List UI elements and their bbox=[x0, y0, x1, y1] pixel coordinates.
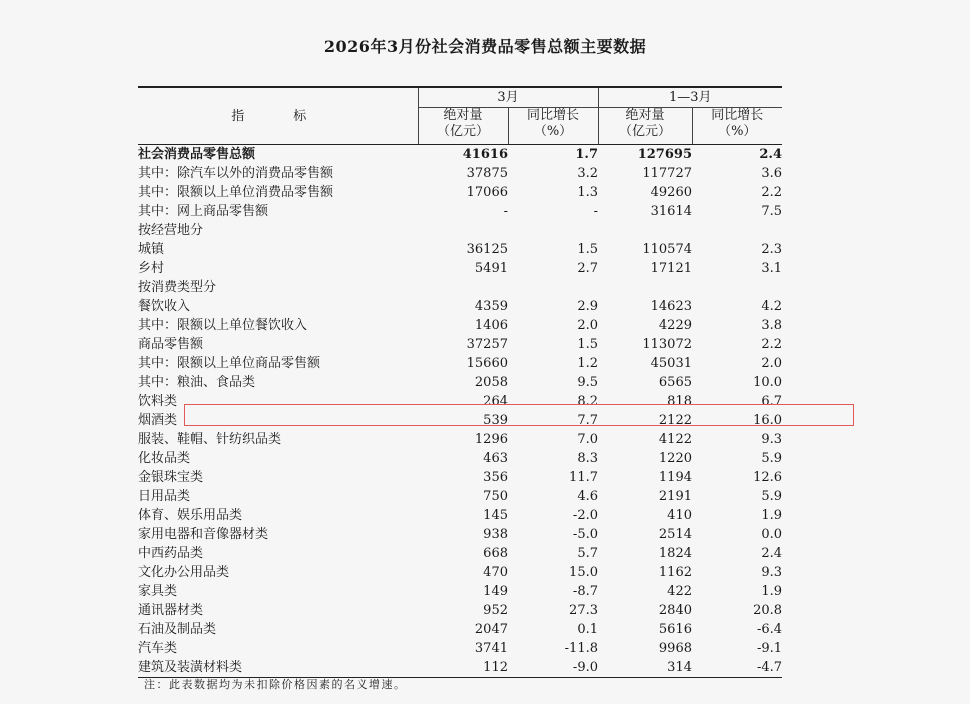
march-abs-cell: 1296 bbox=[474, 432, 508, 447]
q1-abs-cell: 113072 bbox=[642, 337, 692, 352]
indicator-header: 指 标 bbox=[138, 87, 418, 144]
table-row bbox=[138, 544, 782, 563]
q1-yoy-cell: -4.7 bbox=[756, 660, 783, 675]
march-abs-cell: 37875 bbox=[466, 166, 508, 181]
table-row bbox=[138, 183, 782, 202]
q1-abs-cell: 9968 bbox=[658, 641, 692, 656]
table-row bbox=[138, 620, 782, 639]
indicator-cell: 通讯器材类 bbox=[138, 603, 204, 618]
q1-abs-cell: 1162 bbox=[658, 565, 692, 580]
table-row bbox=[138, 221, 782, 240]
table-row bbox=[138, 354, 782, 373]
q1-abs-cell: 117727 bbox=[642, 166, 692, 181]
march-abs-cell: 145 bbox=[483, 508, 508, 523]
q1-yoy-cell: 12.6 bbox=[753, 470, 783, 485]
march-yoy-cell: 7.7 bbox=[577, 413, 598, 428]
march-abs-cell: 356 bbox=[483, 470, 508, 485]
march-abs-cell: 668 bbox=[483, 546, 508, 561]
indicator-cell: 石油及制品类 bbox=[138, 622, 217, 637]
march-yoy-cell: -2.0 bbox=[572, 508, 598, 523]
q1-abs-cell: 410 bbox=[667, 508, 692, 523]
march-abs-cell bbox=[418, 278, 508, 297]
table-row bbox=[138, 240, 782, 259]
march-yoy-cell: 8.3 bbox=[577, 451, 598, 466]
q1-yoy-cell: 6.7 bbox=[761, 394, 783, 409]
table-row bbox=[138, 506, 782, 525]
table-row bbox=[138, 297, 782, 316]
q1-yoy-cell: 7.5 bbox=[761, 204, 783, 219]
q1-yoy-cell: 2.0 bbox=[761, 356, 783, 371]
table-row bbox=[138, 259, 782, 278]
footnote: 注：此表数据均为未扣除价格因素的名义增速。 bbox=[144, 678, 407, 691]
march-yoy-cell: -8.7 bbox=[572, 584, 598, 599]
march-yoy-cell: -9.0 bbox=[572, 660, 598, 675]
march-abs-cell: 938 bbox=[483, 527, 508, 542]
march-abs-cell: 149 bbox=[483, 584, 508, 599]
indicator-cell: 社会消费品零售总额 bbox=[138, 147, 256, 162]
march-abs-cell: 15660 bbox=[466, 356, 508, 371]
q1-abs-cell: 1194 bbox=[658, 470, 692, 485]
march-yoy-cell: - bbox=[593, 204, 598, 219]
q1-yoy-cell: 3.6 bbox=[761, 166, 783, 181]
q1-yoy-cell: 16.0 bbox=[753, 413, 783, 428]
march-abs-cell: 2058 bbox=[474, 375, 508, 390]
q1-yoy-cell: 5.9 bbox=[761, 489, 783, 504]
indicator-cell: 服装、鞋帽、针纺织品类 bbox=[138, 432, 282, 447]
table-row bbox=[138, 487, 782, 506]
march-abs-cell: 112 bbox=[483, 660, 508, 675]
indicator-cell: 其中：网上商品零售额 bbox=[138, 204, 269, 219]
march-yoy-cell: 1.5 bbox=[577, 242, 598, 257]
q1-abs-cell bbox=[598, 221, 692, 240]
march-yoy-header-line1: 同比增长 bbox=[526, 108, 579, 123]
table-body bbox=[138, 145, 782, 678]
table-row bbox=[138, 392, 782, 411]
march-abs-cell: 952 bbox=[483, 603, 508, 618]
table-row bbox=[138, 525, 782, 544]
march-yoy-cell: 15.0 bbox=[569, 565, 598, 580]
table-row bbox=[138, 202, 782, 221]
table-row bbox=[138, 411, 782, 430]
march-abs-cell: 5491 bbox=[474, 261, 508, 276]
q1-yoy-cell: -9.1 bbox=[756, 641, 783, 656]
march-yoy-cell: 1.3 bbox=[577, 185, 598, 200]
q1-yoy-cell: 1.9 bbox=[761, 508, 783, 523]
march-yoy-cell: 3.2 bbox=[577, 166, 598, 181]
q1-abs-cell: 422 bbox=[667, 584, 692, 599]
march-abs-cell: 463 bbox=[483, 451, 508, 466]
q1-abs-header-line2: （亿元） bbox=[618, 124, 671, 139]
indicator-cell: 化妆品类 bbox=[138, 451, 191, 466]
march-yoy-cell: 9.5 bbox=[577, 375, 598, 390]
indicator-cell: 其中：限额以上单位消费品零售额 bbox=[138, 185, 334, 200]
q1-abs-cell: 6565 bbox=[658, 375, 692, 390]
march-abs-cell: - bbox=[503, 204, 508, 219]
march-yoy-header-line2: （%） bbox=[533, 124, 573, 139]
march-abs-cell: 750 bbox=[483, 489, 508, 504]
march-abs-cell: 17066 bbox=[466, 185, 508, 200]
march-abs-header-line2: （亿元） bbox=[436, 124, 489, 139]
march-yoy-cell: 27.3 bbox=[569, 603, 598, 618]
table-row bbox=[138, 658, 782, 678]
march-abs-cell bbox=[418, 221, 508, 240]
indicator-cell: 中西药品类 bbox=[138, 546, 204, 561]
table-row bbox=[138, 373, 782, 392]
table-row bbox=[138, 639, 782, 658]
q1-yoy-header bbox=[692, 108, 782, 145]
indicator-cell: 乡村 bbox=[138, 261, 165, 276]
table-row bbox=[138, 430, 782, 449]
q1-abs-cell: 818 bbox=[667, 394, 692, 409]
indicator-cell: 饮料类 bbox=[138, 394, 178, 409]
retail-sales-table-container bbox=[138, 86, 782, 678]
march-yoy-cell: 0.1 bbox=[577, 622, 598, 637]
march-abs-cell: 539 bbox=[483, 413, 508, 428]
q1-yoy-cell bbox=[692, 221, 782, 240]
q1-yoy-cell: -6.4 bbox=[756, 622, 783, 637]
q1-abs-header-line1: 绝对量 bbox=[625, 108, 665, 123]
march-abs-cell: 264 bbox=[483, 394, 508, 409]
q1-yoy-cell: 3.1 bbox=[761, 261, 783, 276]
march-yoy-cell: -5.0 bbox=[572, 527, 598, 542]
retail-sales-table bbox=[138, 86, 782, 678]
march-yoy-cell: 5.7 bbox=[577, 546, 598, 561]
march-abs-cell: 36125 bbox=[466, 242, 508, 257]
table-row bbox=[138, 563, 782, 582]
table-header-group-row bbox=[138, 87, 782, 108]
q1-yoy-header-line1: 同比增长 bbox=[711, 108, 764, 123]
march-yoy-cell: 1.7 bbox=[575, 147, 598, 162]
indicator-cell: 其中：除汽车以外的消费品零售额 bbox=[138, 166, 334, 181]
table-row bbox=[138, 468, 782, 487]
indicator-cell: 家用电器和音像器材类 bbox=[138, 527, 269, 542]
q1-yoy-cell: 3.8 bbox=[761, 318, 783, 333]
q1-yoy-cell bbox=[692, 278, 782, 297]
q1-yoy-cell: 10.0 bbox=[753, 375, 783, 390]
march-yoy-cell: 2.0 bbox=[577, 318, 598, 333]
indicator-cell: 城镇 bbox=[138, 242, 165, 257]
table-row bbox=[138, 278, 782, 297]
march-yoy-cell bbox=[508, 221, 598, 240]
q1-yoy-cell: 2.2 bbox=[761, 337, 783, 352]
q1-abs-cell: 1824 bbox=[658, 546, 692, 561]
q1-yoy-cell: 20.8 bbox=[753, 603, 783, 618]
q1-abs-cell: 17121 bbox=[650, 261, 692, 276]
q1-yoy-cell: 2.4 bbox=[761, 546, 783, 561]
q1-group-header: 1—3月 bbox=[598, 87, 782, 108]
march-yoy-cell: -11.8 bbox=[564, 641, 598, 656]
march-yoy-cell: 7.0 bbox=[577, 432, 598, 447]
table-row bbox=[138, 601, 782, 620]
march-abs-cell: 3741 bbox=[474, 641, 508, 656]
q1-abs-cell: 314 bbox=[667, 660, 692, 675]
q1-abs-cell: 2514 bbox=[658, 527, 692, 542]
march-abs-header bbox=[418, 108, 508, 145]
q1-abs-cell: 2191 bbox=[658, 489, 692, 504]
indicator-cell: 日用品类 bbox=[138, 489, 191, 504]
q1-abs-cell: 31614 bbox=[650, 204, 692, 219]
march-yoy-cell: 2.9 bbox=[577, 299, 598, 314]
q1-abs-cell: 4122 bbox=[658, 432, 692, 447]
table-row bbox=[138, 164, 782, 183]
q1-abs-cell: 45031 bbox=[650, 356, 692, 371]
march-abs-cell: 41616 bbox=[462, 147, 508, 162]
q1-yoy-cell: 1.9 bbox=[761, 584, 783, 599]
march-yoy-cell: 4.6 bbox=[577, 489, 598, 504]
q1-yoy-cell: 2.2 bbox=[761, 185, 783, 200]
table-row bbox=[138, 582, 782, 601]
march-abs-cell: 1406 bbox=[474, 318, 508, 333]
indicator-cell: 其中：粮油、食品类 bbox=[138, 375, 256, 390]
indicator-cell: 汽车类 bbox=[138, 641, 178, 656]
q1-abs-header bbox=[598, 108, 692, 145]
march-yoy-cell: 1.2 bbox=[577, 356, 598, 371]
q1-abs-cell: 2840 bbox=[658, 603, 692, 618]
indicator-cell: 按经营地分 bbox=[138, 223, 204, 238]
indicator-cell: 家具类 bbox=[138, 584, 178, 599]
march-yoy-cell: 2.7 bbox=[577, 261, 598, 276]
march-yoy-cell bbox=[508, 278, 598, 297]
table-row bbox=[138, 145, 782, 165]
indicator-cell: 烟酒类 bbox=[138, 413, 178, 428]
q1-yoy-cell: 2.3 bbox=[761, 242, 783, 257]
q1-abs-cell: 110574 bbox=[642, 242, 692, 257]
indicator-cell: 金银珠宝类 bbox=[138, 470, 204, 485]
q1-yoy-cell: 9.3 bbox=[761, 565, 783, 580]
indicator-cell: 体育、娱乐用品类 bbox=[138, 508, 243, 523]
march-abs-cell: 37257 bbox=[466, 337, 508, 352]
page-title: 2026年3月份社会消费品零售总额主要数据 bbox=[323, 37, 647, 56]
march-yoy-cell: 11.7 bbox=[569, 470, 598, 485]
q1-yoy-cell: 5.9 bbox=[761, 451, 783, 466]
march-group-header: 3月 bbox=[418, 87, 598, 108]
table-row bbox=[138, 316, 782, 335]
march-abs-cell: 2047 bbox=[474, 622, 508, 637]
q1-abs-cell: 14623 bbox=[650, 299, 692, 314]
indicator-cell: 商品零售额 bbox=[138, 337, 204, 352]
march-yoy-header bbox=[508, 108, 598, 145]
indicator-cell: 餐饮收入 bbox=[138, 299, 191, 314]
table-row bbox=[138, 335, 782, 354]
q1-abs-cell: 2122 bbox=[658, 413, 692, 428]
indicator-cell: 其中：限额以上单位餐饮收入 bbox=[138, 318, 308, 333]
table-row bbox=[138, 449, 782, 468]
indicator-cell: 文化办公用品类 bbox=[138, 565, 230, 580]
march-abs-cell: 470 bbox=[483, 565, 508, 580]
indicator-cell: 其中：限额以上单位商品零售额 bbox=[138, 356, 321, 371]
q1-abs-cell bbox=[598, 278, 692, 297]
q1-abs-cell: 1220 bbox=[658, 451, 692, 466]
q1-yoy-header-line2: （%） bbox=[718, 124, 757, 139]
march-yoy-cell: 1.5 bbox=[577, 337, 598, 352]
q1-yoy-cell: 0.0 bbox=[761, 527, 783, 542]
q1-abs-cell: 49260 bbox=[650, 185, 692, 200]
q1-abs-cell: 5616 bbox=[658, 622, 692, 637]
march-abs-header-line1: 绝对量 bbox=[443, 108, 483, 123]
q1-yoy-cell: 9.3 bbox=[761, 432, 783, 447]
q1-abs-cell: 127695 bbox=[637, 147, 692, 162]
q1-abs-cell: 4229 bbox=[658, 318, 692, 333]
q1-yoy-cell: 2.4 bbox=[759, 147, 783, 162]
march-yoy-cell: 8.2 bbox=[577, 394, 598, 409]
indicator-cell: 建筑及装潢材料类 bbox=[138, 660, 243, 675]
march-abs-cell: 4359 bbox=[474, 299, 508, 314]
indicator-cell: 按消费类型分 bbox=[138, 280, 217, 295]
q1-yoy-cell: 4.2 bbox=[761, 299, 783, 314]
